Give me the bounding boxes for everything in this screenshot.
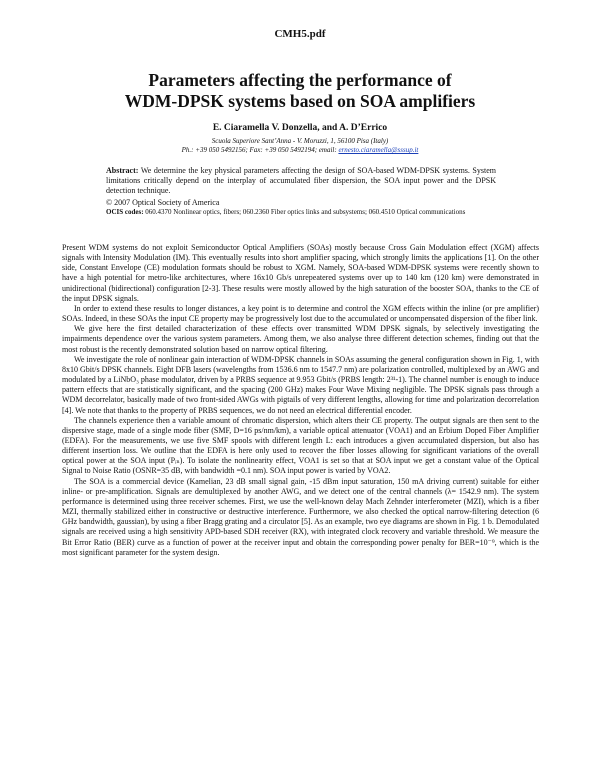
- abstract-text: We determine the key physical parameters affecting the design of SOA-based WDM-DPSK systems. System limitations critically depend on the interplay of accumulated fiber dispersion, the SOA input power and the DPSK detection technique.: [106, 166, 496, 195]
- contact-line: [60, 146, 540, 155]
- email-link[interactable]: ernesto.ciaramella@sssup.it: [338, 146, 419, 154]
- ocis-label: OCIS codes:: [106, 208, 144, 216]
- title-line-1: Parameters affecting the performance of: [148, 70, 452, 90]
- copyright-notice: © 2007 Optical Society of America: [106, 198, 220, 207]
- affiliation: [60, 137, 540, 155]
- ocis-text: 060.4370 Nonlinear optics, fibers; 060.2360 Fiber optics links and subsystems; 060.4510 Optical communications: [145, 208, 466, 216]
- abstract-block: [106, 166, 496, 196]
- title-line-2: WDM-DPSK systems based on SOA amplifiers: [124, 91, 476, 111]
- paragraph-6: The SOA is a commercial device (Kamelian, 23 dB small signal gain, -15 dBm input saturation, 150 mA driving current) suitable for either inline- or pre-amplification. Signals are demultiplexed by another AWG, and we detect one of the central channels (λ= 1542.9 nm). The system performance is determined using three receiver schemes. First, we use the well-known delay Mach Zehnder interferometer (MZI), which is a fiber MZI, thermally stabilized either in constructive or destructive interference. Furthermore, we also checked the optical narrow-filtering detection (6 GHz bandwidth, gaussian), by using a fiber Bragg grating and a circulator [5]. As an example, two eye diagrams are shown in Fig. 1 b. Demodulated signals are received using a high sensitivity APD-based SDH receiver (RX), with integrated clock recovery and variable threshold. We measure the Bit Error Ratio (BER) curve as a function of power at the receiver input and obtain the corresponding power penalty for BER=10⁻⁹, which is the most significant parameter for the system design.: [62, 476, 539, 557]
- ocis-codes: [106, 208, 496, 217]
- paragraph-5: The channels experience then a variable amount of chromatic dispersion, which alters their CE property. The output signals are then sent to the dispersive stage, made of a single mode fiber (SMF, D=16 ps/nm/km), a variable optical attenuator (VOA1) and an Erbium Doped Fiber Amplifier (EDFA). For the measurements, we use five SMF spools with different length L: each introduces a given accumulated dispersion, but also has different insertion loss. We outline that the EDFA is here only used to recover the fiber losses allowing for significant variations of the overall optical power at the SOA input (Pᵢₙ). To isolate the nonlinearity effect, VOA1 is set so that at SOA input we get a constant value of the Optical Signal to Noise Ratio (OSNR=35 dB, with bandwidth =0.1 nm). SOA input power is varied by VOA2.: [62, 415, 539, 476]
- paragraph-1: Present WDM systems do not exploit Semiconductor Optical Amplifiers (SOAs) mostly because Cross Gain Modulation effect (XGM) affects signals with Intensity Modulation (IM). This eventually results into short amplifier spacing, which strongly limits the applications [1]. On the other side, Constant Envelope (CE) modulation formats should be robust to XGM. Namely, SOA-based WDM-DPSK systems were recently shown to have a high potential for metro-like architectures, where 16x10 Gb/s unrepeatered systems over up to 140 km (120 km) were demonstrated in unidirectional (bidirectional) configuration [2-3]. These results were mostly allowed by the high saturation of the booster SOA, thanks to the CE of the input DPSK signals.: [62, 243, 539, 303]
- paragraph-4: We investigate the role of nonlinear gain interaction of WDM-DPSK channels in SOAs assuming the general configuration shown in Fig. 1, with 8x10 Gbit/s DPSK channels. Eight DFB lasers (wavelengths from 1536.6 nm to 1547.7 nm) are polarization controlled, multiplexed by an AWG and modulated by a LiNbO₃ phase modulator, driven by a PRBS sequence at 9.953 Gbit/s (PRBS length: 2³¹-1). The channel number is enough to induce pattern effects that are statistically significant, and the spacing (200 GHz) makes Four Wave Mixing negligible. The DPSK signals pass through a WDM decorrelator, basically made of two front-sided AWGs with pigtails of very different lengths, allowing for time and polarization decorrelation [4]. We note that thanks to the property of PRBS sequences, we do not need an electrical differential encoder.: [62, 354, 539, 415]
- abstract-label: Abstract:: [106, 166, 139, 175]
- author-list: E. Ciaramella V. Donzella, and A. D’Errico: [212, 123, 388, 133]
- paragraph-2: In order to extend these results to longer distances, a key point is to determine and control the XGM effects within the inline (or pre amplifier) SOAs. Indeed, in these SOAs the input CE property may be progressively lost due to the accumulated or uncompensated dispersion of the fiber link.: [62, 303, 539, 324]
- paragraph-3: We give here the first detailed characterization of these effects over transmitted WDM DPSK signals, by selectively investigating the impairments dependence over the various system parameters. Among them, we also analyse three different detection schemes, finding out that the most robust is the recently demonstrated solution based on narrow optical filtering.: [62, 324, 539, 354]
- body-text: [62, 243, 539, 558]
- file-header: CMH5.pdf: [274, 28, 326, 40]
- paper-title: [60, 70, 540, 112]
- contact-phone-fax: Ph.: +39 050 5492156; Fax: +39 050 5492194; email:: [181, 146, 339, 154]
- affiliation-address: Scuola Superiore Sant’Anna - V. Moruzzi, 1, 56100 Pisa (Italy): [211, 137, 389, 145]
